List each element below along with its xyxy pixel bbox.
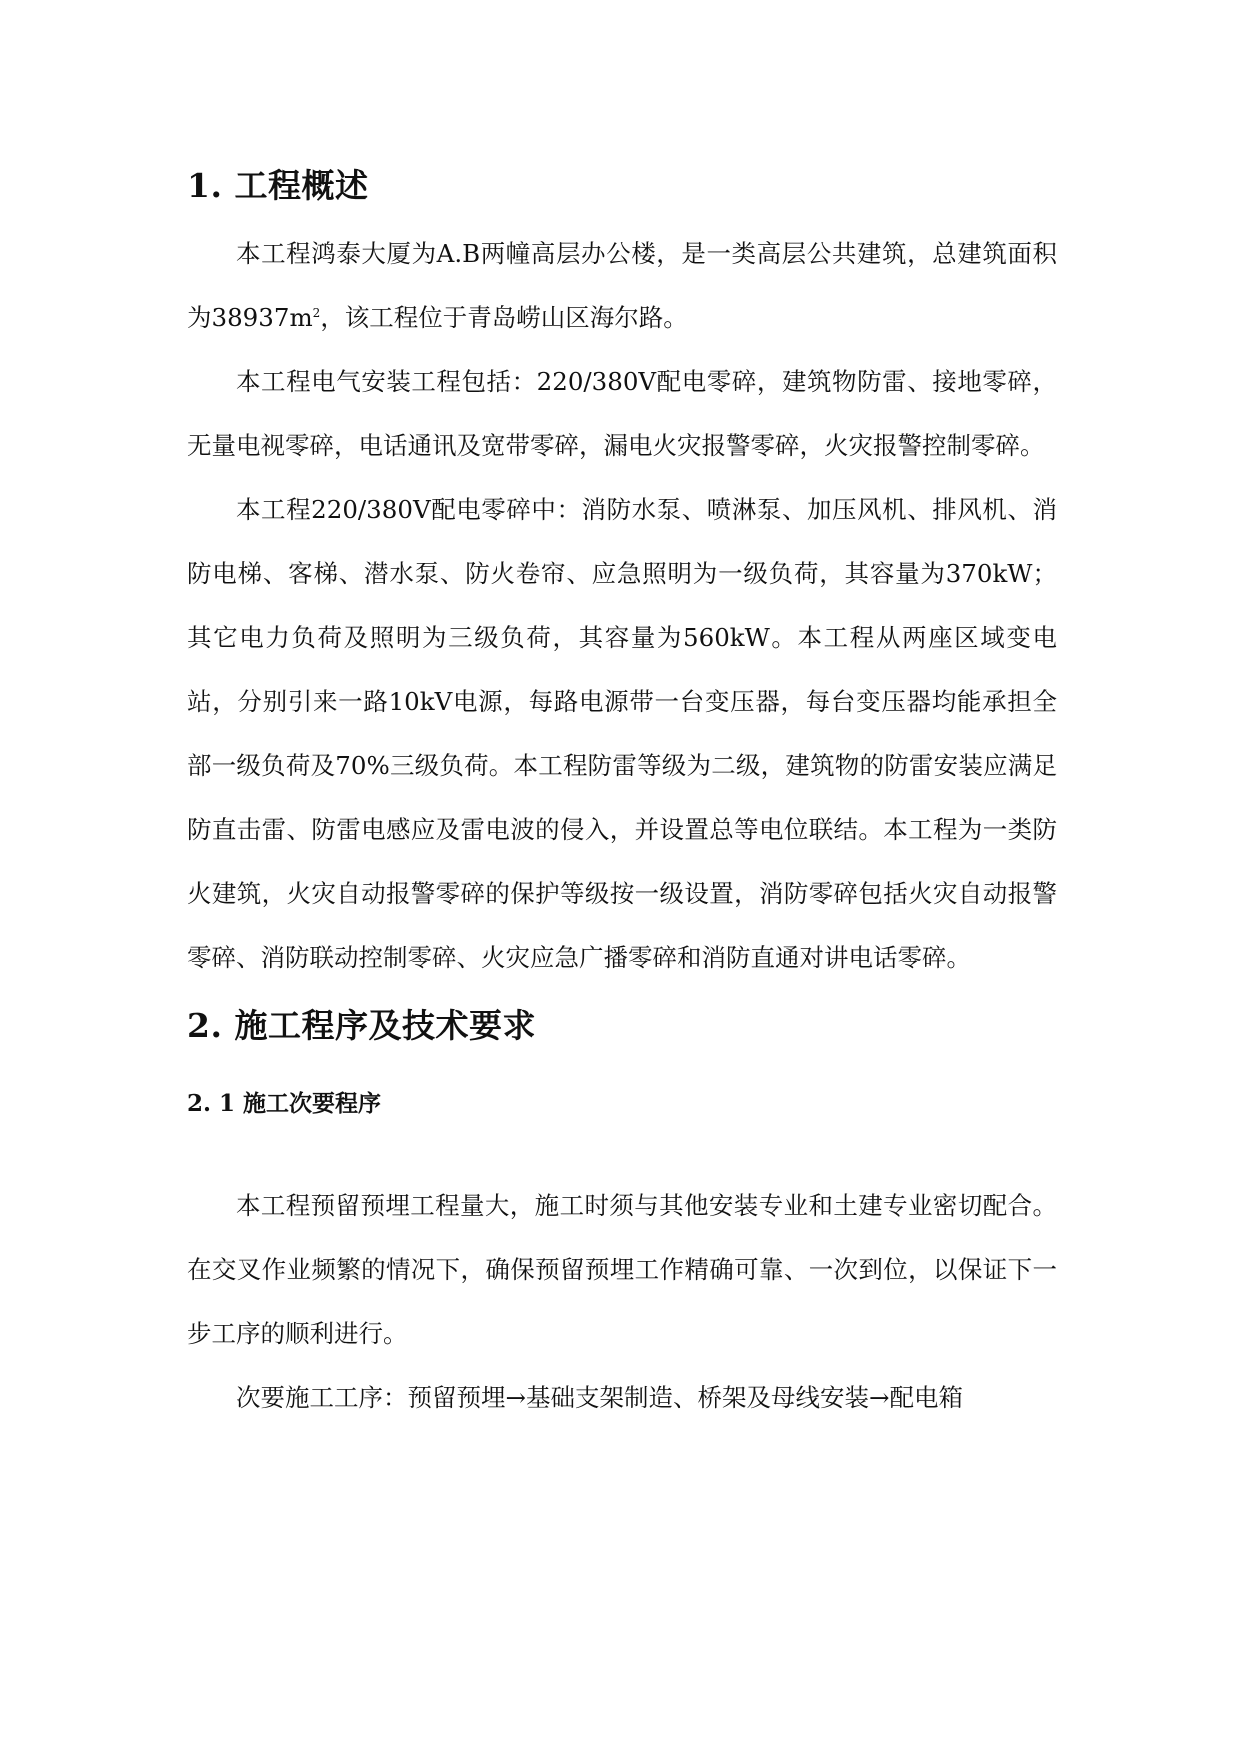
section-1-paragraph-1 — [187, 222, 1057, 350]
section-1-heading: 1. 工程概述 — [187, 166, 369, 205]
subsection-2-1-heading: 2. 1 施工次要程序 — [187, 1090, 382, 1117]
section-1-paragraph-3: 本工程220/380V配电零碎中：消防水泵、喷淋泵、加压风机、排风机、消防电梯、客梯、潜水泵、防火卷帘、应急照明为一级负荷，其容量为370kW；其它电力负荷及照明为三级负荷，其容量为560kW。本工程从两座区域变电站，分别引来一路10kV电源，每路电源带一台变压器，每台变压器均能承担全部一级负荷及70%三级负荷。本工程防雷等级为二级，建筑物的防雷安装应满足防直击雷、防雷电感应及雷电波的侵入，并设置总等电位联结。本工程为一类防火建筑，火灾自动报警零碎的保护等级按一级设置，消防零碎包括火灾自动报警零碎、消防联动控制零碎、火灾应急广播零碎和消防直通对讲电话零碎。 — [187, 495, 1057, 972]
section-1-paragraph-2: 本工程电气安装工程包括：220/380V配电零碎，建筑物防雷、接地零碎，无量电视零碎，电话通讯及宽带零碎，漏电火灾报警零碎，火灾报警控制零碎。 — [187, 367, 1057, 460]
area-unit-superscript: 2 — [312, 305, 321, 320]
document-content — [187, 150, 1057, 1430]
section-1-paragraph-1-text: 本工程鸿泰大厦为A.B两幢高层办公楼，是一类高层公共建筑，总建筑面积为38937m — [187, 239, 1057, 332]
subsection-2-1-paragraph-2: 次要施工工序：预留预埋→基础支架制造、桥架及母线安装→配电箱 — [236, 1383, 964, 1412]
section-2-heading: 2. 施工程序及技术要求 — [187, 1006, 536, 1045]
section-1-paragraph-1-tail: ，该工程位于青岛崂山区海尔路。 — [320, 303, 688, 332]
subsection-2-1-paragraph-1: 本工程预留预埋工程量大，施工时须与其他安装专业和土建专业密切配合。在交叉作业频繁的情况下，确保预留预埋工作精确可靠、一次到位，以保证下一步工序的顺利进行。 — [187, 1191, 1057, 1348]
